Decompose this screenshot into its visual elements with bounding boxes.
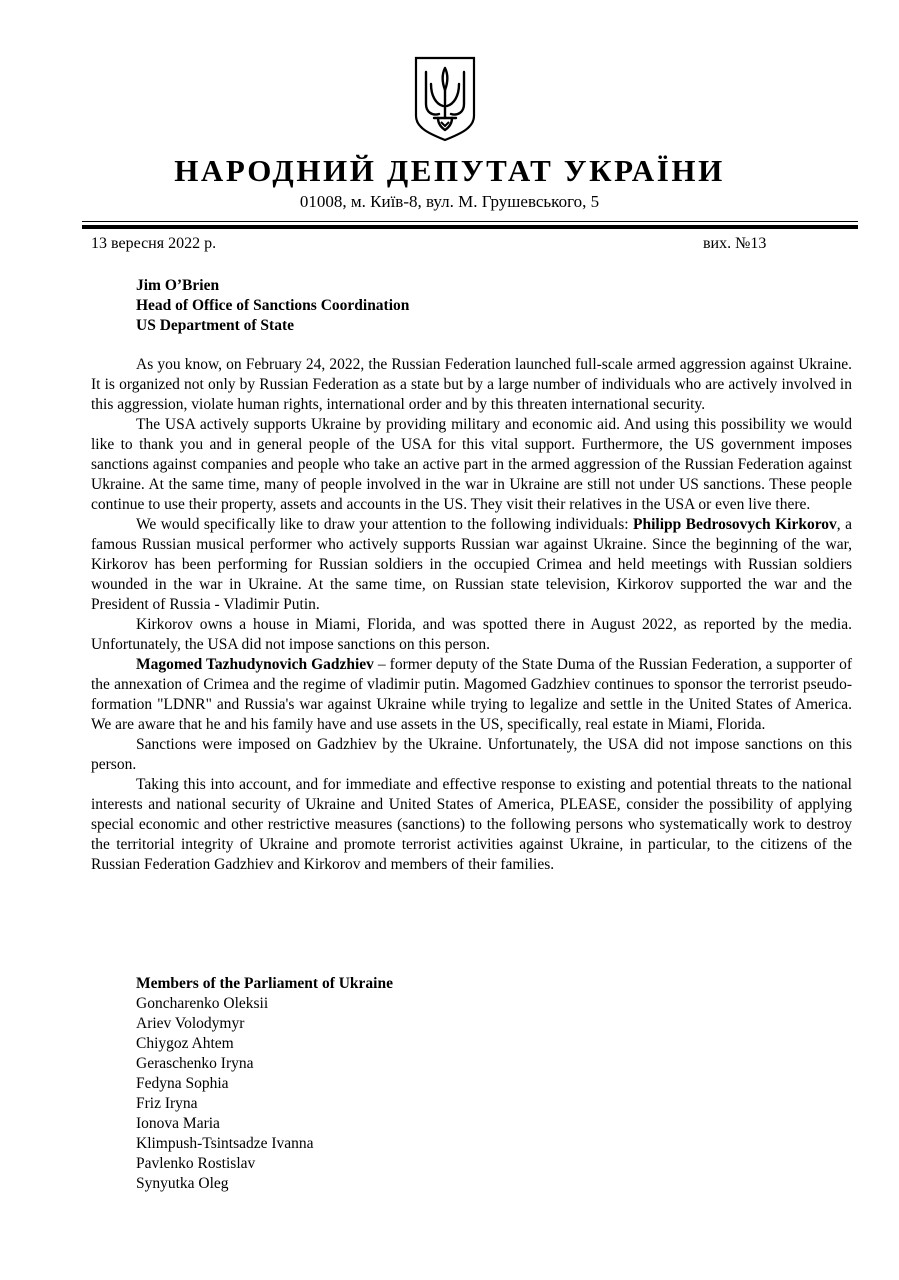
signatory-name: Pavlenko Rostislav [136, 1155, 256, 1172]
header-divider-thick [82, 225, 858, 229]
body-paragraph: Kirkorov owns a house in Miami, Florida, and was spotted there in August 2022, as reported by the media. Unfortunately, the USA did not impose sanctions on this person. [91, 616, 852, 653]
org-address: 01008, м. Київ-8, вул. М. Грушевського, 5 [299, 192, 600, 211]
outgoing-number: вих. №13 [703, 235, 767, 252]
paragraph-lead: We would specifically like to draw your attention to the following individuals: [136, 516, 633, 533]
addressee-organization: US Department of State [136, 317, 294, 334]
org-title: НАРОДНИЙ ДЕПУТАТ УКРАЇНИ [174, 153, 725, 188]
signatory-name: Ionova Maria [136, 1115, 220, 1132]
paragraph-text: , a famous Russian musical performer who actively supports Russian war against Ukraine. Since the beginning of the war, Kirkorov has been performing for Russian soldiers in the occupied Crimea and held meetings with Russian soldiers wounded in the war in Ukraine. At the same time, on Russian state television, Kirkorov supported the war and the President of Russia - Vladimir Putin. [91, 516, 852, 613]
person-name-kirkorov: Philipp Bedrosovych Kirkorov [633, 516, 837, 533]
letter-body [91, 355, 852, 875]
body-paragraph [91, 515, 852, 615]
person-name-gadzhiev: Magomed Tazhudynovich Gadzhiev [136, 656, 374, 673]
paragraph-text: – former deputy of the State Duma of the Russian Federation, a supporter of the annexation of Crimea and the regime of vladimir putin. Magomed Gadzhiev continues to sponsor the terrorist pseudo-formation "LDNR" and Russia's war against Ukraine while trying to legalize and settle in the United States of America. We are aware that he and his family have and use assets in the US, specifically, real estate in Miami, Florida. [91, 656, 852, 733]
header-divider-thin [82, 221, 858, 222]
body-paragraph: Sanctions were imposed on Gadzhiev by the Ukraine. Unfortunately, the USA did not impose sanctions on this person. [91, 736, 852, 773]
body-paragraph: The USA actively supports Ukraine by providing military and economic aid. And using this possibility we would like to thank you and in general people of the USA for this vital support. Furthermore, the US government imposes sanctions against companies and people who take an active part in the armed aggression of the Russian Federation against Ukraine. At the same time, many of people involved in the war in Ukraine are still not under US sanctions. These people continue to use their property, assets and accounts in the US. They visit their relatives in the USA or even live there. [91, 416, 852, 513]
letter-date: 13 вересня 2022 р. [91, 235, 217, 252]
body-paragraph [91, 655, 852, 735]
body-paragraph: As you know, on February 24, 2022, the Russian Federation launched full-scale armed aggression against Ukraine. It is organized not only by Russian Federation as a state but by a large number of individuals who are actively involved in this aggression, violate human rights, international order and by this threaten international security. [91, 356, 852, 413]
signatory-name: Fedyna Sophia [136, 1075, 229, 1092]
addressee-position: Head of Office of Sanctions Coordination [136, 297, 410, 314]
signatory-name: Goncharenko Oleksii [136, 995, 269, 1012]
signatory-name: Ariev Volodymyr [136, 1015, 245, 1032]
signatories-heading: Members of the Parliament of Ukraine [136, 975, 393, 992]
addressee-name: Jim O’Brien [136, 277, 220, 294]
addressee-block [136, 276, 409, 336]
signatory-name: Klimpush-Tsintsadze Ivanna [136, 1135, 314, 1152]
signatory-name: Friz Iryna [136, 1095, 198, 1112]
signatory-name: Synyutka Oleg [136, 1175, 229, 1192]
ukraine-trident-emblem-icon [414, 56, 476, 142]
signatories-block [136, 974, 393, 1194]
signatory-name: Geraschenko Iryna [136, 1055, 254, 1072]
body-paragraph: Taking this into account, and for immediate and effective response to existing and potential threats to the national interests and national security of Ukraine and United States of America, PLEASE, consider the possibility of applying special economic and other restrictive measures (sanctions) to the following persons who systematically work to destroy the territorial integrity of Ukraine and promote terrorist activities against Ukraine, in particular, to the citizens of the Russian Federation Gadzhiev and Kirkorov and members of their families. [91, 776, 852, 873]
signatory-name: Chiygoz Ahtem [136, 1035, 234, 1052]
